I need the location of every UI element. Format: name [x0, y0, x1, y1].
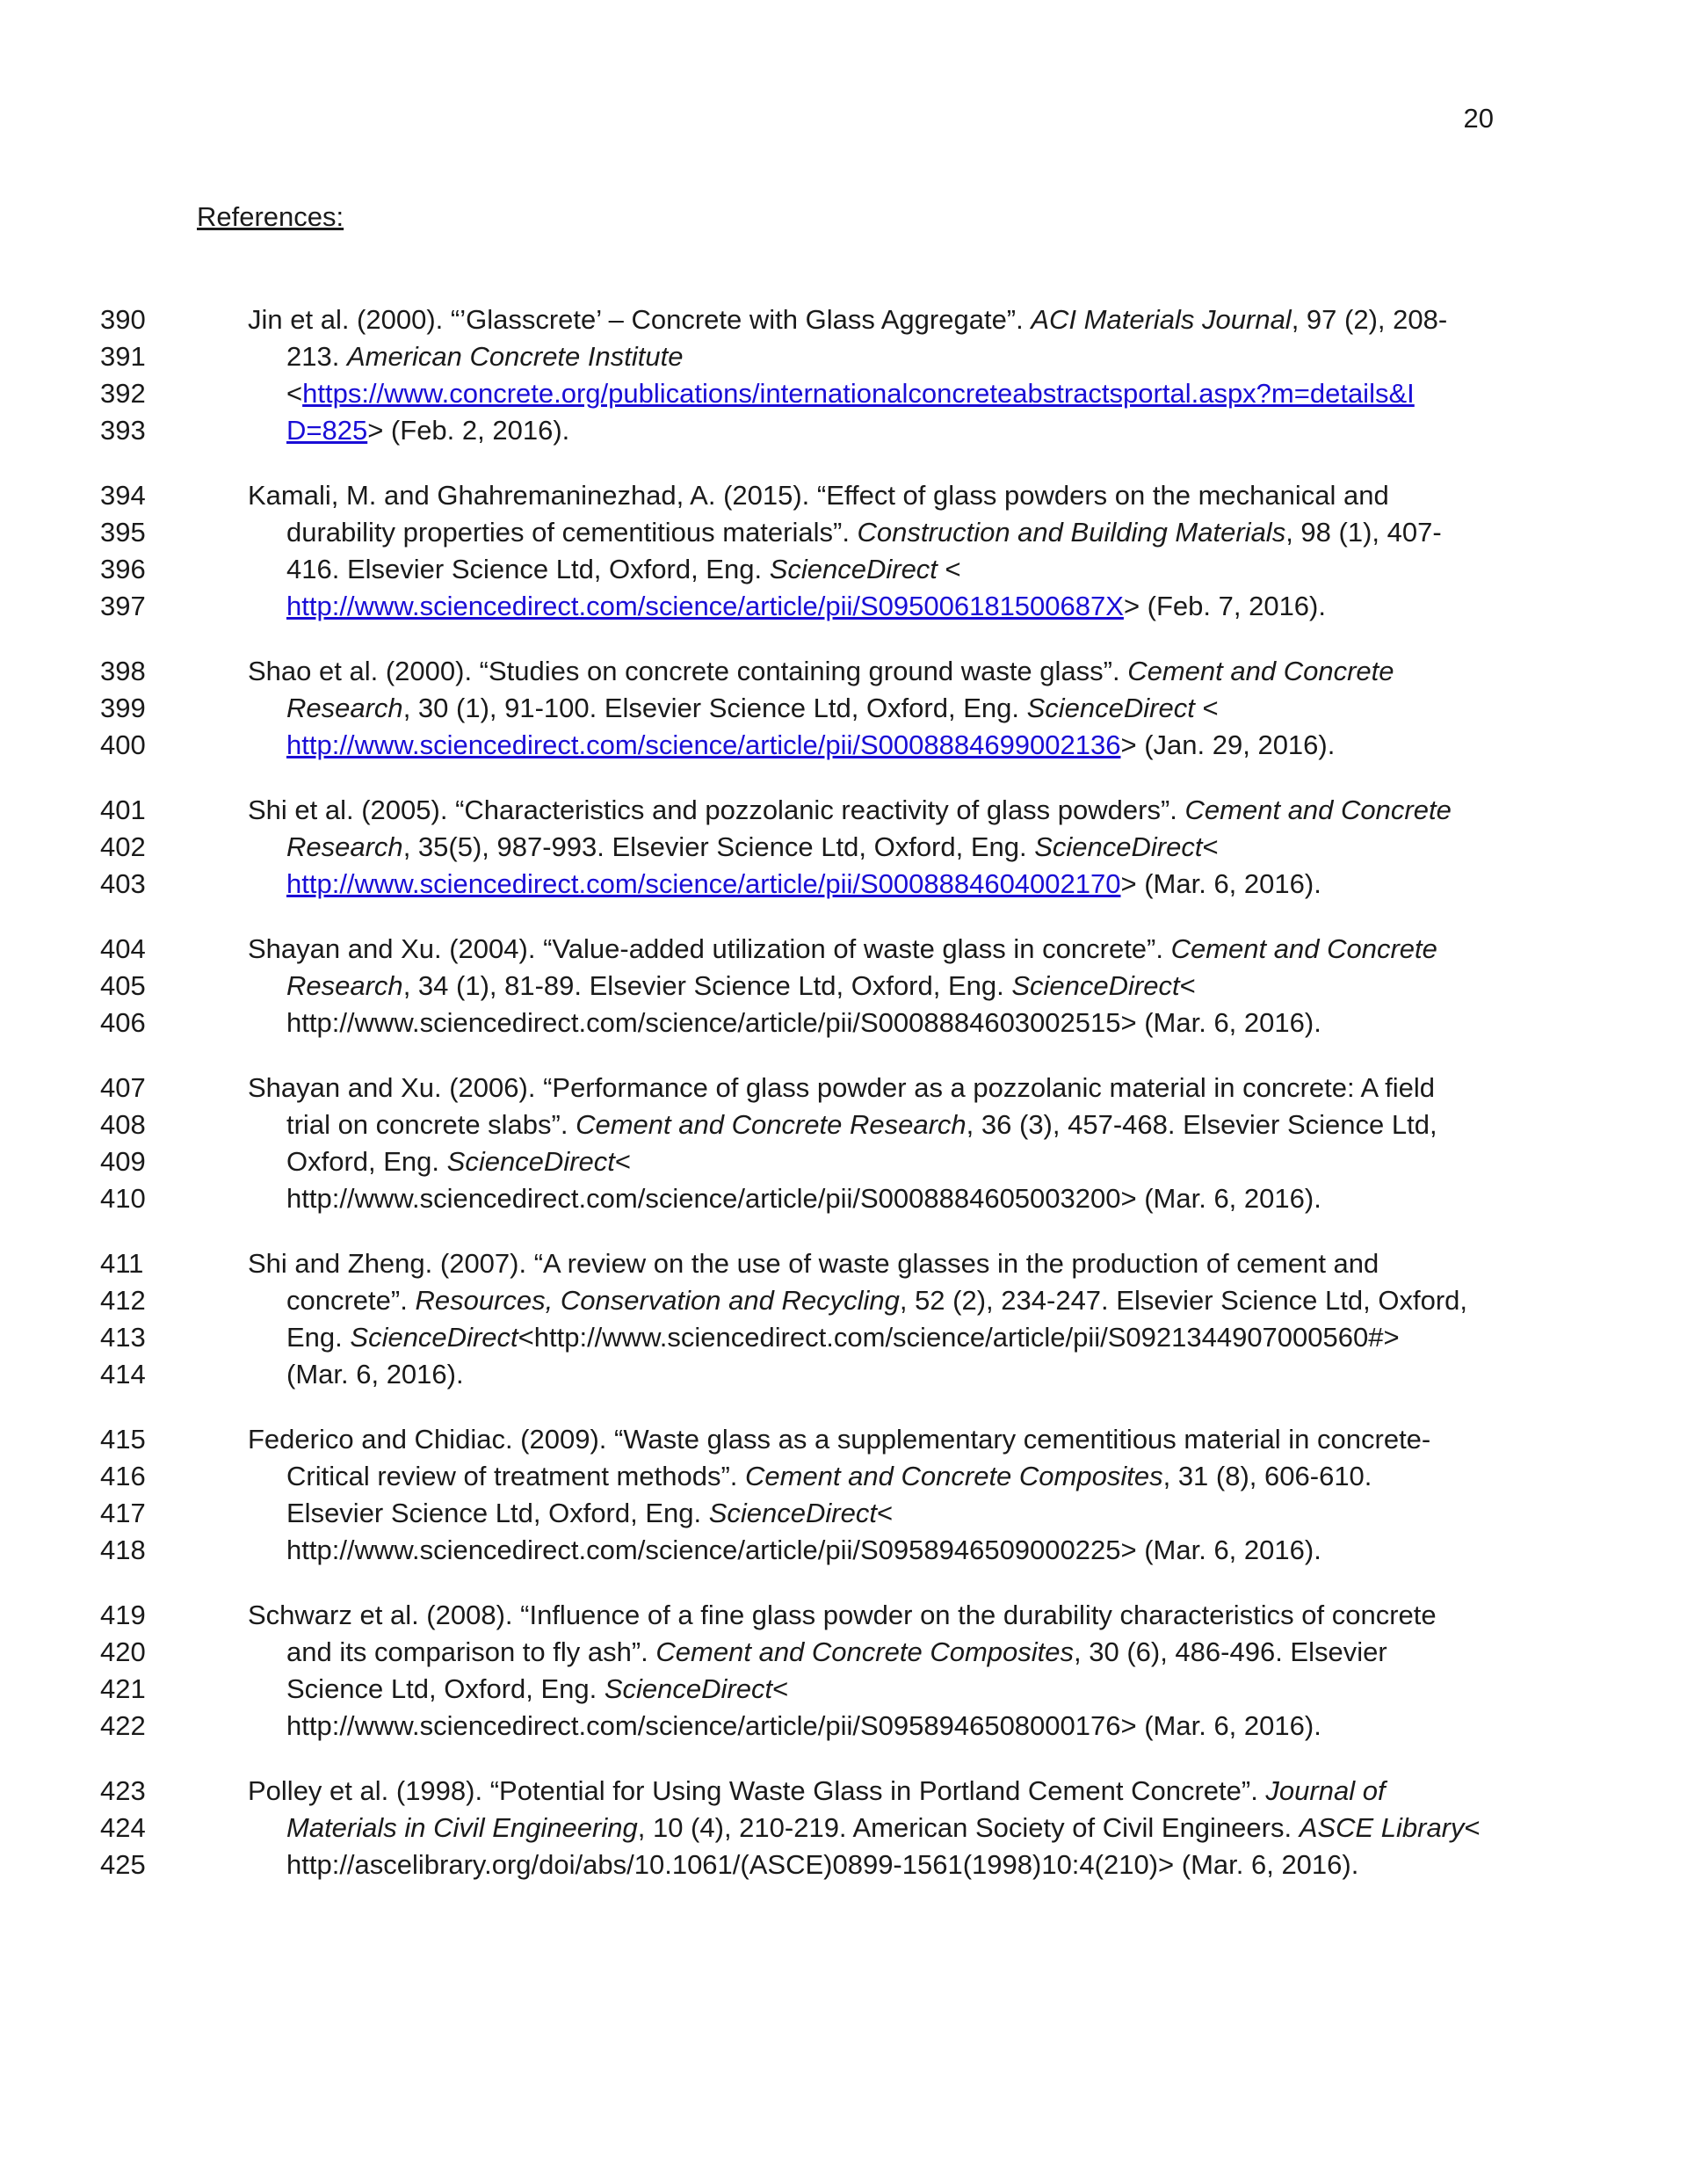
reference-line — [0, 1180, 1687, 1217]
text-segment: > (Feb. 2, 2016). — [367, 415, 570, 446]
italic-segment: Cement and Concrete Research — [576, 1109, 967, 1140]
reference-text — [248, 1773, 1386, 1810]
italic-segment: ScienceDirect — [604, 1673, 773, 1704]
text-segment: http://www.sciencedirect.com/science/article/pii/S0008884605003200> (Mar. 6, 2016). — [286, 1183, 1321, 1214]
line-number: 398 — [100, 656, 146, 686]
reference-line — [0, 829, 1687, 866]
italic-segment: Research — [286, 831, 403, 862]
line-number: 403 — [100, 868, 146, 899]
italic-segment: Journal of — [1265, 1775, 1386, 1806]
line-number: 420 — [100, 1636, 146, 1667]
text-segment: Kamali, M. and Ghahremaninezhad, A. (2015). “Effect of glass powders on the mechanical and — [248, 480, 1389, 511]
text-segment: 416. Elsevier Science Ltd, Oxford, Eng. — [286, 554, 770, 584]
text-segment: < — [876, 1498, 894, 1528]
text-segment: and its comparison to fly ash”. — [286, 1636, 656, 1667]
italic-segment: ScienceDirect — [1034, 831, 1203, 862]
text-segment: durability properties of cementitious materials”. — [286, 517, 858, 548]
reference-text — [286, 338, 683, 375]
line-number: 390 — [100, 304, 146, 335]
line-number: 401 — [100, 795, 146, 825]
reference-text — [286, 588, 1326, 625]
reference-text — [248, 1245, 1379, 1282]
text-segment: 213. — [286, 341, 347, 372]
line-number: 424 — [100, 1812, 146, 1843]
italic-segment: Cement and Concrete Composites — [655, 1636, 1074, 1667]
text-segment: Shi and Zheng. (2007). “A review on the use of waste glasses in the production of cement and — [248, 1248, 1379, 1279]
line-number: 406 — [100, 1007, 146, 1038]
page-number: 20 — [1463, 103, 1494, 134]
reference-line — [0, 866, 1687, 903]
italic-segment: ScienceDirect — [769, 554, 938, 584]
reference-line — [0, 792, 1687, 829]
italic-segment: ScienceDirect — [708, 1498, 877, 1528]
reference-text — [286, 1810, 1481, 1847]
line-number: 411 — [100, 1248, 144, 1279]
text-segment: Shayan and Xu. (2006). “Performance of glass powder as a pozzolanic material in concrete: A field — [248, 1072, 1435, 1103]
line-number: 408 — [100, 1109, 146, 1140]
reference-link[interactable]: https://www.concrete.org/publications/internationalconcreteabstractsportal.aspx?m=details&I — [302, 378, 1415, 409]
reference-line — [0, 727, 1687, 764]
line-number: 405 — [100, 970, 146, 1001]
reference-text — [248, 792, 1452, 829]
text-segment: , 36 (3), 457-468. Elsevier Science Ltd, — [966, 1109, 1437, 1140]
line-number: 412 — [100, 1285, 146, 1316]
reference-line — [0, 1495, 1687, 1532]
italic-segment: ScienceDirect — [350, 1322, 518, 1353]
reference-line — [0, 338, 1687, 375]
text-segment: http://ascelibrary.org/doi/abs/10.1061/(ASCE)0899-1561(1998)10:4(210)> (Mar. 6, 2016). — [286, 1849, 1359, 1880]
text-segment: , 35(5), 987-993. Elsevier Science Ltd, Oxford, Eng. — [402, 831, 1035, 862]
text-segment: Critical review of treatment methods”. — [286, 1461, 746, 1491]
reference-line — [0, 1356, 1687, 1393]
reference-text — [286, 1532, 1321, 1569]
text-segment: < — [1202, 831, 1219, 862]
reference-line — [0, 375, 1687, 412]
reference-text — [286, 968, 1196, 1005]
text-segment: http://www.sciencedirect.com/science/article/pii/S0008884603002515> (Mar. 6, 2016). — [286, 1007, 1321, 1038]
reference-link[interactable]: http://www.sciencedirect.com/science/article/pii/S0008884604002170 — [286, 868, 1121, 899]
line-number: 414 — [100, 1359, 146, 1389]
reference-link[interactable]: http://www.sciencedirect.com/science/article/pii/S0008884699002136 — [286, 729, 1121, 760]
reference-text — [286, 1282, 1467, 1319]
text-segment: Science Ltd, Oxford, Eng. — [286, 1673, 605, 1704]
reference-line — [0, 931, 1687, 968]
line-number: 391 — [100, 341, 146, 372]
line-number: 413 — [100, 1322, 146, 1353]
text-segment: http://www.sciencedirect.com/science/article/pii/S0958946508000176> (Mar. 6, 2016). — [286, 1710, 1321, 1741]
italic-segment: Construction and Building Materials — [857, 517, 1286, 548]
italic-segment: ScienceDirect — [1026, 693, 1195, 723]
reference-text — [286, 1458, 1372, 1495]
reference-text — [286, 1356, 464, 1393]
line-number: 407 — [100, 1072, 146, 1103]
reference-line — [0, 412, 1687, 449]
text-segment: Federico and Chidiac. (2009). “Waste glass as a supplementary cementitious material in concrete- — [248, 1424, 1431, 1455]
reference-text — [286, 866, 1321, 903]
reference-link[interactable]: D=825 — [286, 415, 368, 446]
reference-text — [286, 727, 1335, 764]
line-number: 399 — [100, 693, 146, 723]
text-segment: < — [1464, 1812, 1481, 1843]
text-segment: < — [1194, 693, 1219, 723]
reference-line — [0, 1282, 1687, 1319]
reference-link[interactable]: http://www.sciencedirect.com/science/article/pii/S095006181500687X — [286, 591, 1124, 621]
text-segment: > (Jan. 29, 2016). — [1120, 729, 1336, 760]
reference-text — [248, 653, 1394, 690]
line-number: 397 — [100, 591, 146, 621]
reference-line — [0, 1671, 1687, 1708]
line-number: 418 — [100, 1535, 146, 1565]
text-segment: > (Feb. 7, 2016). — [1123, 591, 1326, 621]
reference-line — [0, 1319, 1687, 1356]
line-number: 416 — [100, 1461, 146, 1491]
italic-segment: ScienceDirect — [446, 1146, 615, 1177]
reference-line — [0, 1421, 1687, 1458]
reference-text — [286, 514, 1442, 551]
line-number: 394 — [100, 480, 146, 511]
text-segment: < — [286, 378, 303, 409]
text-segment: <http://www.sciencedirect.com/science/article/pii/S0921344907000560#> — [518, 1322, 1400, 1353]
text-segment: Schwarz et al. (2008). “Influence of a fine glass powder on the durability characteristics of concrete — [248, 1600, 1437, 1630]
reference-text — [286, 1671, 788, 1708]
text-segment: < — [1179, 970, 1196, 1001]
reference-line — [0, 690, 1687, 727]
text-segment: , 31 (8), 606-610. — [1162, 1461, 1372, 1491]
reference-text — [286, 1005, 1321, 1041]
text-segment: , 34 (1), 81-89. Elsevier Science Ltd, Oxford, Eng. — [402, 970, 1012, 1001]
reference-text — [286, 1319, 1400, 1356]
italic-segment: Resources, Conservation and Recycling — [415, 1285, 900, 1316]
text-segment: Oxford, Eng. — [286, 1146, 447, 1177]
italic-segment: ASCE Library — [1299, 1812, 1465, 1843]
reference-line — [0, 514, 1687, 551]
line-number: 395 — [100, 517, 146, 548]
reference-line — [0, 1810, 1687, 1847]
text-segment: , 10 (4), 210-219. American Society of Civil Engineers. — [637, 1812, 1300, 1843]
text-segment: concrete”. — [286, 1285, 416, 1316]
text-segment: Elsevier Science Ltd, Oxford, Eng. — [286, 1498, 709, 1528]
reference-line — [0, 1070, 1687, 1107]
reference-text — [286, 375, 1415, 412]
line-number: 393 — [100, 415, 146, 446]
reference-text — [286, 1180, 1321, 1217]
reference-line — [0, 301, 1687, 338]
reference-line — [0, 1107, 1687, 1143]
line-number: 415 — [100, 1424, 146, 1455]
reference-text — [248, 1070, 1435, 1107]
text-segment: , 52 (2), 234-247. Elsevier Science Ltd, Oxford, — [899, 1285, 1467, 1316]
italic-segment: Cement and Concrete — [1127, 656, 1394, 686]
reference-line — [0, 1005, 1687, 1041]
line-number: 404 — [100, 933, 146, 964]
italic-segment: Cement and Concrete Composites — [745, 1461, 1163, 1491]
line-number: 417 — [100, 1498, 146, 1528]
references-heading: References: — [197, 201, 344, 232]
reference-text — [248, 477, 1389, 514]
reference-line — [0, 1597, 1687, 1634]
line-number: 423 — [100, 1775, 146, 1806]
reference-line — [0, 1773, 1687, 1810]
line-number: 419 — [100, 1600, 146, 1630]
text-segment: trial on concrete slabs”. — [286, 1109, 576, 1140]
text-segment: http://www.sciencedirect.com/science/article/pii/S0958946509000225> (Mar. 6, 2016). — [286, 1535, 1321, 1565]
reference-text — [286, 412, 569, 449]
reference-line — [0, 1143, 1687, 1180]
italic-segment: Cement and Concrete — [1184, 795, 1452, 825]
italic-segment: Cement and Concrete — [1170, 933, 1437, 964]
text-segment: , 98 (1), 407- — [1285, 517, 1442, 548]
reference-line — [0, 1458, 1687, 1495]
line-number: 425 — [100, 1849, 146, 1880]
text-segment: < — [772, 1673, 789, 1704]
reference-text — [286, 1708, 1321, 1745]
line-number: 422 — [100, 1710, 146, 1741]
text-segment: > (Mar. 6, 2016). — [1120, 868, 1321, 899]
text-segment: < — [937, 554, 961, 584]
reference-text — [248, 1597, 1437, 1634]
reference-line — [0, 1708, 1687, 1745]
text-segment: Shayan and Xu. (2004). “Value-added utilization of waste glass in concrete”. — [248, 933, 1171, 964]
reference-text — [286, 829, 1219, 866]
reference-line — [0, 1532, 1687, 1569]
text-segment: Shi et al. (2005). “Characteristics and pozzolanic reactivity of glass powders”. — [248, 795, 1185, 825]
reference-line — [0, 551, 1687, 588]
line-number: 410 — [100, 1183, 146, 1214]
italic-segment: Research — [286, 693, 403, 723]
reference-line — [0, 588, 1687, 625]
italic-segment: Research — [286, 970, 403, 1001]
reference-text — [286, 551, 961, 588]
reference-text — [286, 690, 1219, 727]
text-segment: , 30 (6), 486-496. Elsevier — [1074, 1636, 1387, 1667]
line-number: 402 — [100, 831, 146, 862]
line-number: 392 — [100, 378, 146, 409]
line-number: 409 — [100, 1146, 146, 1177]
reference-line — [0, 477, 1687, 514]
line-number: 400 — [100, 729, 146, 760]
reference-text — [248, 1421, 1430, 1458]
line-number: 421 — [100, 1673, 146, 1704]
text-segment: < — [614, 1146, 631, 1177]
reference-line — [0, 1847, 1687, 1883]
reference-line — [0, 1245, 1687, 1282]
reference-line — [0, 1634, 1687, 1671]
reference-text — [286, 1495, 893, 1532]
text-segment: Polley et al. (1998). “Potential for Using Waste Glass in Portland Cement Concrete”. — [248, 1775, 1266, 1806]
text-segment: Eng. — [286, 1322, 351, 1353]
text-segment: , 30 (1), 91-100. Elsevier Science Ltd, Oxford, Eng. — [402, 693, 1027, 723]
text-segment: Shao et al. (2000). “Studies on concrete containing ground waste glass”. — [248, 656, 1128, 686]
italic-segment: ScienceDirect — [1011, 970, 1180, 1001]
italic-segment: ACI Materials Journal — [1031, 304, 1292, 335]
italic-segment: American Concrete Institute — [346, 341, 684, 372]
reference-text — [286, 1107, 1437, 1143]
reference-text — [286, 1847, 1358, 1883]
reference-text — [286, 1634, 1387, 1671]
italic-segment: Materials in Civil Engineering — [286, 1812, 638, 1843]
reference-text — [248, 301, 1447, 338]
line-number: 396 — [100, 554, 146, 584]
reference-text — [248, 931, 1437, 968]
reference-text — [286, 1143, 631, 1180]
text-segment: Jin et al. (2000). “’Glasscrete’ – Concrete with Glass Aggregate”. — [248, 304, 1032, 335]
reference-line — [0, 968, 1687, 1005]
reference-line — [0, 653, 1687, 690]
text-segment: (Mar. 6, 2016). — [286, 1359, 464, 1389]
text-segment: , 97 (2), 208- — [1291, 304, 1448, 335]
